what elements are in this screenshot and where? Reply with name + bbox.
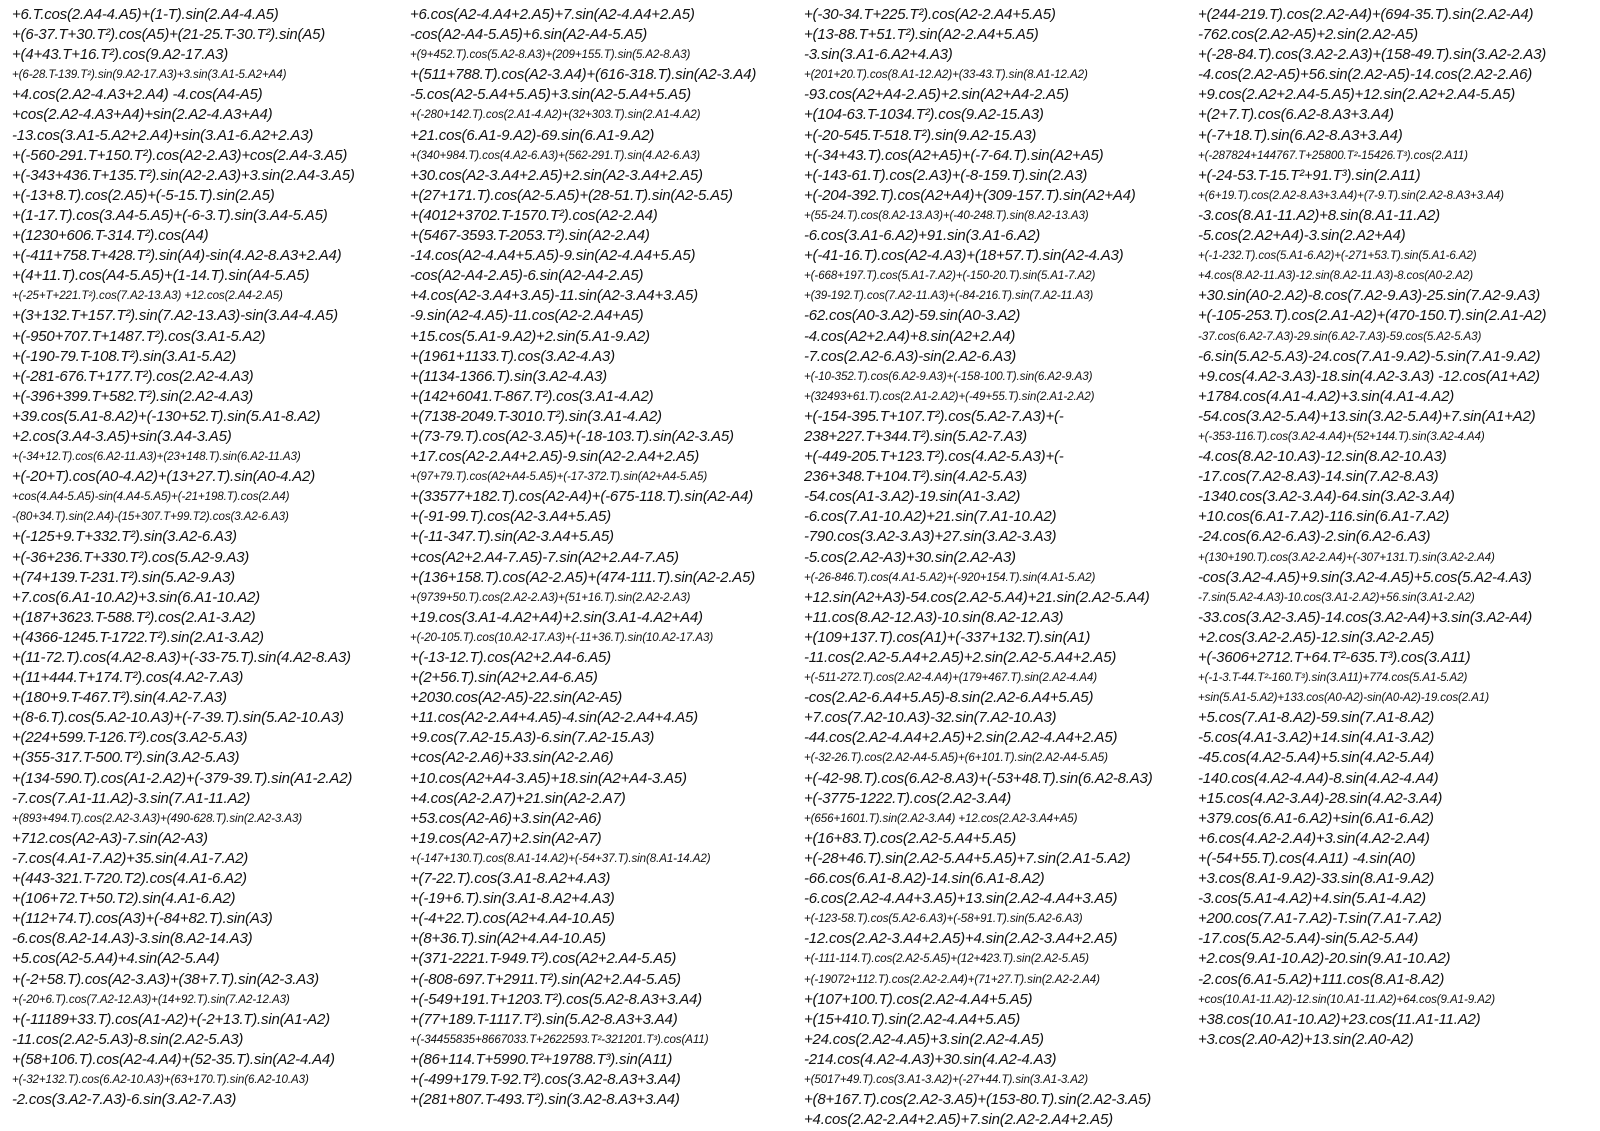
formula-line: +(-32+132.T).cos(6.A2-10.A3)+(63+170.T).sin(6.A2-10.A3)	[12, 1072, 309, 1086]
formula-line: +(58+106.T).cos(A2-4.A4)+(52-35.T).sin(A2-4.A4)	[12, 1050, 335, 1068]
formula-line: +(-42-98.T).cos(6.A2-8.A3)+(-53+48.T).sin(6.A2-8.A3)	[804, 769, 1153, 787]
formula-line: +(-1-3.T-44.T²-160.T³).sin(3.A11)+774.cos(5.A1-5.A2)	[1198, 671, 1468, 685]
formula-line: +15.cos(4.A2-3.A4)-28.sin(4.A2-3.A4)	[1198, 789, 1443, 807]
formula-column-2	[410, 5, 802, 1110]
formula-line: +9.cos(7.A2-15.A3)-6.sin(7.A2-15.A3)	[410, 729, 655, 747]
formula-line: +(201+20.T).cos(8.A1-12.A2)+(33-43.T).sin(8.A1-12.A2)	[804, 68, 1088, 82]
formula-line: +cos(10.A1-11.A2)-12.sin(10.A1-11.A2)+64.cos(9.A1-9.A2)	[1198, 992, 1495, 1006]
formula-line: +(5017+49.T).cos(3.A1-3.A2)+(-27+44.T).sin(3.A1-3.A2)	[804, 1072, 1089, 1086]
formula-line: +(-111-114.T).cos(2.A2-5.A5)+(12+423.T).sin(2.A2-5.A5)	[804, 952, 1089, 966]
formula-line: +(-147+130.T).cos(8.A1-14.A2)+(-54+37.T).sin(8.A1-14.A2)	[410, 851, 711, 865]
formula-line: -11.cos(2.A2-5.A3)-8.sin(2.A2-5.A3)	[12, 1030, 244, 1048]
formula-line: +19.cos(A2-A7)+2.sin(A2-A7)	[410, 829, 602, 847]
formula-line: 236+348.T+104.T²).sin(4.A2-5.A3)	[804, 468, 1027, 486]
formula-line: +(-353-116.T).cos(3.A2-4.A4)+(52+144.T).sin(3.A2-4.A4)	[1198, 429, 1485, 443]
formula-line: +(-19+6.T).sin(3.A1-8.A2+4.A3)	[410, 890, 615, 908]
formula-line: +(1-17.T).cos(3.A4-5.A5)+(-6-3.T).sin(3.A4-5.A5)	[12, 206, 328, 224]
formula-line: +21.cos(6.A1-9.A2)-69.sin(6.A1-9.A2)	[410, 126, 655, 144]
formula-line: +3.cos(8.A1-9.A2)-33.sin(8.A1-9.A2)	[1198, 870, 1435, 888]
formula-line: +(1961+1133.T).cos(3.A2-4.A3)	[410, 347, 615, 365]
formula-line: +(-20-545.T-518.T²).sin(9.A2-15.A3)	[804, 126, 1037, 144]
formula-line: -790.cos(3.A2-3.A3)+27.sin(3.A2-3.A3)	[804, 528, 1057, 546]
formula-line: +(511+788.T).cos(A2-3.A4)+(616-318.T).sin(A2-3.A4)	[410, 66, 757, 84]
formula-line: +(224+599.T-126.T²).cos(3.A2-5.A3)	[12, 729, 248, 747]
formula-line: -13.cos(3.A1-5.A2+2.A4)+sin(3.A1-6.A2+2.A3)	[12, 126, 314, 144]
formula-line: +(9+452.T).cos(5.A2-8.A3)+(209+155.T).sin(5.A2-8.A3)	[410, 48, 691, 62]
formula-line: +(-11189+33.T).cos(A1-A2)+(-2+13.T).sin(A1-A2)	[12, 1010, 330, 1028]
formula-line: +(106+72.T+50.T2).sin(4.A1-6.A2)	[12, 890, 236, 908]
formula-line: +(86+114.T+5990.T²+19788.T³).sin(A11)	[410, 1050, 673, 1068]
formula-line: +(-190-79.T-108.T²).sin(3.A1-5.A2)	[12, 347, 236, 365]
formula-line: +(355-317.T-500.T²).sin(3.A2-5.A3)	[12, 749, 240, 767]
formula-line: +(-36+236.T+330.T²).cos(5.A2-9.A3)	[12, 548, 250, 566]
formula-line: +38.cos(10.A1-10.A2)+23.cos(11.A1-11.A2)	[1198, 1010, 1481, 1028]
formula-line: +(-20+T).cos(A0-4.A2)+(13+27.T).sin(A0-4.A2)	[12, 468, 315, 486]
formula-line: +(9739+50.T).cos(2.A2-2.A3)+(51+16.T).sin(2.A2-2.A3)	[410, 590, 691, 604]
formula-line: -45.cos(4.A2-5.A4)+5.sin(4.A2-5.A4)	[1198, 749, 1435, 767]
formula-line: -54.cos(A1-3.A2)-19.sin(A1-3.A2)	[804, 488, 1021, 506]
formula-line: +(27+171.T).cos(A2-5.A5)+(28-51.T).sin(A2-5.A5)	[410, 186, 733, 204]
formula-line: -cos(A2-A4-5.A5)+6.sin(A2-A4-5.A5)	[410, 26, 648, 44]
formula-line: +(-13-12.T).cos(A2+2.A4-6.A5)	[410, 649, 611, 666]
formula-line: +(5467-3593.T-2053.T²).sin(A2-2.A4)	[410, 227, 650, 245]
formula-line: -7.cos(2.A2-6.A3)-sin(2.A2-6.A3)	[804, 347, 1017, 365]
formula-line: +(3+132.T+157.T²).sin(7.A2-13.A3)-sin(3.A4-4.A5)	[12, 307, 338, 325]
formula-line: +(-7+18.T).sin(6.A2-8.A3+3.A4)	[1198, 126, 1403, 144]
formula-line: +4.cos(A2-3.A4+3.A5)-11.sin(A2-3.A4+3.A5)	[410, 287, 698, 305]
formula-line: +(7138-2049.T-3010.T²).sin(3.A1-4.A2)	[410, 407, 662, 425]
formula-line: -(80+34.T).sin(2.A4)-(15+307.T+99.T2).cos(3.A2-6.A3)	[12, 510, 289, 524]
formula-line: +(15+410.T).sin(2.A2-4.A4+5.A5)	[804, 1010, 1021, 1028]
formula-line: +(-343+436.T+135.T²).sin(A2-2.A3)+3.sin(2.A4-3.A5)	[12, 166, 355, 184]
formula-line: +9.cos(2.A2+2.A4-5.A5)+12.sin(2.A2+2.A4-5.A5)	[1198, 86, 1516, 104]
formula-line: +10.cos(A2+A4-3.A5)+18.sin(A2+A4-3.A5)	[410, 769, 687, 787]
formula-line: +(180+9.T-467.T²).sin(4.A2-7.A3)	[12, 689, 227, 707]
formula-line: +(97+79.T).cos(A2+A4-5.A5)+(-17-372.T).sin(A2+A4-5.A5)	[410, 470, 708, 484]
formula-line: +(-154-395.T+107.T²).cos(5.A2-7.A3)+(-	[804, 407, 1064, 425]
formula-line: -6.cos(3.A1-6.A2)+91.sin(3.A1-6.A2)	[804, 227, 1041, 245]
formula-line: +39.cos(5.A1-8.A2)+(-130+52.T).sin(5.A1-8.A2)	[12, 407, 321, 425]
formula-line: +(4012+3702.T-1570.T²).cos(A2-2.A4)	[410, 206, 658, 224]
formula-line: +cos(2.A2-4.A3+A4)+sin(2.A2-4.A3+A4)	[12, 106, 273, 124]
formula-line: +(112+74.T).cos(A3)+(-84+82.T).sin(A3)	[12, 910, 273, 928]
formula-line: -cos(2.A2-6.A4+5.A5)-8.sin(2.A2-6.A4+5.A5)	[804, 689, 1094, 707]
formula-column-3	[804, 5, 1196, 1130]
formula-line: +(-511-272.T).cos(2.A2-4.A4)+(179+467.T).sin(2.A2-4.A4)	[804, 671, 1097, 685]
formula-line: +(371-2221.T-949.T²).cos(A2+2.A4-5.A5)	[410, 950, 677, 968]
formula-line: +(33577+182.T).cos(A2-A4)+(-675-118.T).sin(A2-A4)	[410, 488, 754, 506]
formula-line: +(55-24.T).cos(8.A2-13.A3)+(-40-248.T).sin(8.A2-13.A3)	[804, 208, 1089, 222]
formula-line: -44.cos(2.A2-4.A4+2.A5)+2.sin(2.A2-4.A4+2.A5)	[804, 729, 1118, 747]
formula-line: -2.cos(6.A1-5.A2)+111.cos(8.A1-8.A2)	[1198, 970, 1445, 988]
formula-line: +(-287824+144767.T+25800.T²-15426.T³).cos(2.A11)	[1198, 148, 1468, 162]
formula-line: +12.sin(A2+A3)-54.cos(2.A2-5.A4)+21.sin(2.A2-5.A4)	[804, 588, 1150, 606]
formula-line: -7.cos(7.A1-11.A2)-3.sin(7.A1-11.A2)	[12, 789, 251, 807]
formula-line: +(-24-53.T-15.T²+91.T³).sin(2.A11)	[1198, 166, 1421, 184]
formula-line: +(136+158.T).cos(A2-2.A5)+(474-111.T).sin(A2-2.A5)	[410, 568, 756, 586]
formula-line: +(-281-676.T+177.T²).cos(2.A2-4.A3)	[12, 367, 254, 385]
formula-line: +30.sin(A0-2.A2)-8.cos(7.A2-9.A3)-25.sin(7.A2-9.A3)	[1198, 287, 1541, 305]
formula-line: +(-30-34.T+225.T²).cos(A2-2.A4+5.A5)	[804, 6, 1056, 23]
formula-line: +(134-590.T).cos(A1-2.A2)+(-379-39.T).sin(A1-2.A2)	[12, 769, 353, 787]
formula-line: +(11-72.T).cos(4.A2-8.A3)+(-33-75.T).sin(4.A2-8.A3)	[12, 649, 351, 666]
formula-line: -762.cos(2.A2-A5)+2.sin(2.A2-A5)	[1198, 26, 1418, 44]
formula-line: +(-25+T+221.T²).cos(7.A2-13.A3) +12.cos(2.A4-2.A5)	[12, 289, 283, 303]
formula-line: -6.cos(8.A2-14.A3)-3.sin(8.A2-14.A3)	[12, 930, 253, 948]
formula-line: -17.cos(7.A2-8.A3)-14.sin(7.A2-8.A3)	[1198, 468, 1439, 486]
formula-line: +(104-63.T-1034.T²).cos(9.A2-15.A3)	[804, 106, 1044, 124]
formula-line: -3.cos(5.A1-4.A2)+4.sin(5.A1-4.A2)	[1198, 890, 1426, 908]
formula-line: -cos(A2-A4-2.A5)-6.sin(A2-A4-2.A5)	[410, 267, 644, 285]
formula-line: -66.cos(6.A1-8.A2)-14.sin(6.A1-8.A2)	[804, 870, 1045, 888]
formula-line: +53.cos(A2-A6)+3.sin(A2-A6)	[410, 809, 602, 827]
formula-line: +(1134-1366.T).sin(3.A2-4.A3)	[410, 367, 607, 385]
formula-line: +(-123-58.T).cos(5.A2-6.A3)+(-58+91.T).sin(5.A2-6.A3)	[804, 912, 1083, 926]
formula-line: -24.cos(6.A2-6.A3)-2.sin(6.A2-6.A3)	[1198, 528, 1431, 546]
formula-line: +(-32-26.T).cos(2.A2-A4-5.A5)+(6+101.T).sin(2.A2-A4-5.A5)	[804, 751, 1108, 765]
formula-line: +cos(A2-2.A6)+33.sin(A2-2.A6)	[410, 749, 614, 767]
formula-line: +1784.cos(4.A1-4.A2)+3.sin(4.A1-4.A2)	[1198, 387, 1455, 405]
formula-line: +(-549+191.T+1203.T²).cos(5.A2-8.A3+3.A4)	[410, 990, 702, 1008]
formula-line: -2.cos(3.A2-7.A3)-6.sin(3.A2-7.A3)	[12, 1091, 237, 1109]
formula-line: +712.cos(A2-A3)-7.sin(A2-A3)	[12, 829, 208, 847]
formula-line: +(893+494.T).cos(2.A2-3.A3)+(490-628.T).sin(2.A2-3.A3)	[12, 811, 303, 825]
formula-line: -4.cos(2.A2-A5)+56.sin(2.A2-A5)-14.cos(2.A2-2.A6)	[1198, 66, 1533, 84]
formula-line: +(-105-253.T).cos(2.A1-A2)+(470-150.T).sin(2.A1-A2)	[1198, 307, 1547, 325]
formula-line: +(656+1601.T).sin(2.A2-3.A4) +12.cos(2.A2-3.A4+A5)	[804, 811, 1078, 825]
formula-line: +(-125+9.T+332.T²).sin(3.A2-6.A3)	[12, 528, 237, 546]
formula-line: +(340+984.T).cos(4.A2-6.A3)+(562-291.T).sin(4.A2-6.A3)	[410, 148, 701, 162]
formula-line: +(-560-291.T+150.T²).cos(A2-2.A3)+cos(2.A4-3.A5)	[12, 146, 348, 164]
formula-line: +(6+19.T).cos(2.A2-8.A3+3.A4)+(7-9.T).sin(2.A2-8.A3+3.A4)	[1198, 188, 1504, 202]
formula-line: +(6-37.T+30.T²).cos(A5)+(21-25.T-30.T²).sin(A5)	[12, 26, 326, 44]
formula-line: -62.cos(A0-3.A2)-59.sin(A0-3.A2)	[804, 307, 1021, 325]
formula-line: +(-1-232.T).cos(5.A1-6.A2)+(-271+53.T).sin(5.A1-6.A2)	[1198, 249, 1477, 263]
formula-line: -17.cos(5.A2-5.A4)-sin(5.A2-5.A4)	[1198, 930, 1419, 948]
formula-line: +(244-219.T).cos(2.A2-A4)+(694-35.T).sin(2.A2-A4)	[1198, 6, 1534, 23]
formula-line: +11.cos(A2-2.A4+4.A5)-4.sin(A2-2.A4+4.A5)	[410, 709, 698, 727]
formula-line: +(-28+46.T).sin(2.A2-5.A4+5.A5)+7.sin(2.A1-5.A2)	[804, 849, 1131, 867]
formula-line: +24.cos(2.A2-4.A5)+3.sin(2.A2-4.A5)	[804, 1030, 1044, 1048]
formula-line: +(187+3623.T-588.T²).cos(2.A1-3.A2)	[12, 608, 256, 626]
formula-line: +(-143-61.T).cos(2.A3)+(-8-159.T).sin(2.A3)	[804, 166, 1088, 184]
formula-line: -54.cos(3.A2-5.A4)+13.sin(3.A2-5.A4)+7.sin(A1+A2)	[1198, 407, 1536, 425]
formula-line: +19.cos(3.A1-4.A2+A4)+2.sin(3.A1-4.A2+A4)	[410, 608, 703, 626]
formula-line: +2030.cos(A2-A5)-22.sin(A2-A5)	[410, 689, 623, 707]
formula-line: +(11+444.T+174.T²).cos(4.A2-7.A3)	[12, 669, 244, 687]
formula-line: +(-950+707.T+1487.T²).cos(3.A1-5.A2)	[12, 327, 266, 345]
formula-line: +2.cos(3.A4-3.A5)+sin(3.A4-3.A5)	[12, 427, 232, 445]
formula-line: -14.cos(A2-4.A4+5.A5)-9.sin(A2-4.A4+5.A5)	[410, 247, 696, 265]
formula-line: +5.cos(A2-5.A4)+4.sin(A2-5.A4)	[12, 950, 220, 968]
formula-line: +(13-88.T+51.T²).sin(A2-2.A4+5.A5)	[804, 26, 1039, 44]
formula-line: +(-449-205.T+123.T²).cos(4.A2-5.A3)+(-	[804, 448, 1064, 466]
formula-line: +6.T.cos(2.A4-4.A5)+(1-T).sin(2.A4-4.A5)	[12, 6, 279, 23]
formula-line: +(107+100.T).cos(2.A2-4.A4+5.A5)	[804, 990, 1033, 1008]
formula-line: +30.cos(A2-3.A4+2.A5)+2.sin(A2-3.A4+2.A5)	[410, 166, 703, 184]
formula-line: +(281+807.T-493.T²).sin(3.A2-8.A3+3.A4)	[410, 1091, 680, 1109]
formula-line: -4.cos(8.A2-10.A3)-12.sin(8.A2-10.A3)	[1198, 448, 1447, 466]
formula-line: +(32493+61.T).cos(2.A1-2.A2)+(-49+55.T).sin(2.A1-2.A2)	[804, 389, 1095, 403]
formula-line: -6.cos(7.A1-10.A2)+21.sin(7.A1-10.A2)	[804, 508, 1057, 526]
formula-line: +(-396+399.T+582.T²).sin(2.A2-4.A3)	[12, 387, 254, 405]
formula-line: +379.cos(6.A1-6.A2)+sin(6.A1-6.A2)	[1198, 809, 1434, 827]
formula-line: +(7-22.T).cos(3.A1-8.A2+4.A3)	[410, 870, 611, 888]
formula-line: +(-19072+112.T).cos(2.A2-2.A4)+(71+27.T).sin(2.A2-2.A4)	[804, 972, 1100, 986]
formula-line: -4.cos(A2+2.A4)+8.sin(A2+2.A4)	[804, 327, 1016, 345]
formula-line: +(-34+43.T).cos(A2+A5)+(-7-64.T).sin(A2+A5)	[804, 146, 1104, 164]
formula-line: -37.cos(6.A2-7.A3)-29.sin(6.A2-7.A3)-59.cos(5.A2-5.A3)	[1198, 329, 1482, 343]
formula-line: -12.cos(2.A2-3.A4+2.A5)+4.sin(2.A2-3.A4+2.A5)	[804, 930, 1118, 948]
formula-line: +(-11-347.T).sin(A2-3.A4+5.A5)	[410, 528, 614, 546]
formula-line: +(-20-105.T).cos(10.A2-17.A3)+(-11+36.T).sin(10.A2-17.A3)	[410, 630, 714, 644]
formula-line: +cos(4.A4-5.A5)-sin(4.A4-5.A5)+(-21+198.T).cos(2.A4)	[12, 490, 290, 504]
formula-line: +2.cos(3.A2-2.A5)-12.sin(3.A2-2.A5)	[1198, 628, 1435, 646]
formula-line: +15.cos(5.A1-9.A2)+2.sin(5.A1-9.A2)	[410, 327, 650, 345]
formula-line: +6.cos(A2-4.A4+2.A5)+7.sin(A2-4.A4+2.A5)	[410, 6, 695, 23]
formula-line: +(16+83.T).cos(2.A2-5.A4+5.A5)	[804, 829, 1017, 847]
formula-line: +(4+11.T).cos(A4-5.A5)+(1-14.T).sin(A4-5.A5)	[12, 267, 310, 285]
formula-line: +(-411+758.T+428.T²).sin(A4)-sin(4.A2-8.A3+2.A4)	[12, 247, 342, 265]
formula-line: +(-13+8.T).cos(2.A5)+(-5-15.T).sin(2.A5)	[12, 186, 275, 204]
formula-line: -93.cos(A2+A4-2.A5)+2.sin(A2+A4-2.A5)	[804, 86, 1069, 104]
formula-column-4	[1198, 5, 1590, 1050]
formula-line: +10.cos(6.A1-7.A2)-116.sin(6.A1-7.A2)	[1198, 508, 1450, 526]
formula-line: +(-10-352.T).cos(6.A2-9.A3)+(-158-100.T).sin(6.A2-9.A3)	[804, 369, 1093, 383]
formula-line: +7.cos(7.A2-10.A3)-32.sin(7.A2-10.A3)	[804, 709, 1057, 727]
formula-line: +4.cos(2.A2-4.A3+2.A4) -4.cos(A4-A5)	[12, 86, 263, 104]
formula-line: +(-204-392.T).cos(A2+A4)+(309-157.T).sin(A2+A4)	[804, 186, 1136, 204]
formula-line: +(-54+55.T).cos(4.A11) -4.sin(A0)	[1198, 849, 1416, 867]
formula-line: +(-3606+2712.T+64.T²-635.T³).cos(3.A11)	[1198, 649, 1471, 666]
formula-line: -7.cos(4.A1-7.A2)+35.sin(4.A1-7.A2)	[12, 849, 249, 867]
formula-line: -5.cos(2.A2+A4)-3.sin(2.A2+A4)	[1198, 227, 1406, 245]
formula-line: +(-2+58.T).cos(A2-3.A3)+(38+7.T).sin(A2-3.A3)	[12, 970, 319, 988]
formula-line: -6.cos(2.A2-4.A4+3.A5)+13.sin(2.A2-4.A4+3.A5)	[804, 890, 1118, 908]
formula-line: -214.cos(4.A2-4.A3)+30.sin(4.A2-4.A3)	[804, 1050, 1057, 1068]
formula-line: -5.cos(2.A2-A3)+30.sin(2.A2-A3)	[804, 548, 1016, 566]
formula-line: +11.cos(8.A2-12.A3)-10.sin(8.A2-12.A3)	[804, 608, 1064, 626]
formula-line: +6.cos(4.A2-2.A4)+3.sin(4.A2-2.A4)	[1198, 829, 1430, 847]
formula-line: +(73-79.T).cos(A2-3.A5)+(-18-103.T).sin(A2-3.A5)	[410, 427, 734, 445]
formula-line: +(-41-16.T).cos(A2-4.A3)+(18+57.T).sin(A2-4.A3)	[804, 247, 1124, 265]
formula-line: +(-28-84.T).cos(3.A2-2.A3)+(158-49.T).sin(3.A2-2.A3)	[1198, 46, 1547, 64]
formula-line: +4.cos(A2-2.A7)+21.sin(A2-2.A7)	[410, 789, 626, 807]
formula-line: -6.sin(5.A2-5.A3)-24.cos(7.A1-9.A2)-5.sin(7.A1-9.A2)	[1198, 347, 1541, 365]
formula-line: +5.cos(7.A1-8.A2)-59.sin(7.A1-8.A2)	[1198, 709, 1435, 727]
formula-column-1	[12, 5, 404, 1110]
formula-line: +4.cos(8.A2-11.A3)-12.sin(8.A2-11.A3)-8.cos(A0-2.A2)	[1198, 269, 1474, 283]
formula-line: +(-808-697.T+2911.T²).sin(A2+2.A4-5.A5)	[410, 970, 681, 988]
formula-line: -9.sin(A2-4.A5)-11.cos(A2-2.A4+A5)	[410, 307, 644, 325]
formula-line: +9.cos(4.A2-3.A3)-18.sin(4.A2-3.A3) -12.cos(A1+A2)	[1198, 367, 1540, 385]
formula-line: +(77+189.T-1117.T²).sin(5.A2-8.A3+3.A4)	[410, 1010, 678, 1028]
formula-line: +(-34+12.T).cos(6.A2-11.A3)+(23+148.T).sin(6.A2-11.A3)	[12, 450, 301, 464]
formula-line: -33.cos(3.A2-3.A5)-14.cos(3.A2-A4)+3.sin(3.A2-A4)	[1198, 608, 1533, 626]
formula-line: +4.cos(2.A2-2.A4+2.A5)+7.sin(2.A2-2.A4+2.A5)	[804, 1111, 1113, 1129]
formula-line: +(443-321.T-720.T2).cos(4.A1-6.A2)	[12, 870, 247, 888]
formula-line: +(39-192.T).cos(7.A2-11.A3)+(-84-216.T).sin(7.A2-11.A3)	[804, 289, 1094, 303]
formula-line: +(8-6.T).cos(5.A2-10.A3)+(-7-39.T).sin(5.A2-10.A3)	[12, 709, 344, 727]
formula-line: -5.cos(4.A1-3.A2)+14.sin(4.A1-3.A2)	[1198, 729, 1435, 747]
formula-line: +(4+43.T+16.T²).cos(9.A2-17.A3)	[12, 46, 228, 64]
formula-line: 238+227.T+344.T²).sin(5.A2-7.A3)	[804, 427, 1027, 445]
formula-line: -11.cos(2.A2-5.A4+2.A5)+2.sin(2.A2-5.A4+2.A5)	[804, 649, 1117, 666]
formula-line: -1340.cos(3.A2-3.A4)-64.sin(3.A2-3.A4)	[1198, 488, 1455, 506]
formula-line: +(8+167.T).cos(2.A2-3.A5)+(153-80.T).sin(2.A2-3.A5)	[804, 1091, 1152, 1109]
formula-line: -cos(3.A2-4.A5)+9.sin(3.A2-4.A5)+5.cos(5.A2-4.A3)	[1198, 568, 1532, 586]
formula-line: +(74+139.T-231.T²).sin(5.A2-9.A3)	[12, 568, 235, 586]
formula-line: +2.cos(9.A1-10.A2)-20.sin(9.A1-10.A2)	[1198, 950, 1451, 968]
formula-line: +(-499+179.T-92.T²).cos(3.A2-8.A3+3.A4)	[410, 1070, 681, 1088]
formula-line: -3.sin(3.A1-6.A2+4.A3)	[804, 46, 953, 64]
formula-line: +(-34455835+8667033.T+2622593.T²-321201.T³).cos(A11)	[410, 1032, 709, 1046]
formula-line: +(130+190.T).cos(3.A2-2.A4)+(-307+131.T).sin(3.A2-2.A4)	[1198, 550, 1495, 564]
formula-line: +3.cos(2.A0-A2)+13.sin(2.A0-A2)	[1198, 1030, 1414, 1048]
formula-line: +(2+56.T).sin(A2+2.A4-6.A5)	[410, 669, 598, 687]
formula-line: +(-91-99.T).cos(A2-3.A4+5.A5)	[410, 508, 611, 526]
formula-line: -7.sin(5.A2-4.A3)-10.cos(3.A1-2.A2)+56.sin(3.A1-2.A2)	[1198, 590, 1475, 604]
formula-line: +(-4+22.T).cos(A2+4.A4-10.A5)	[410, 910, 615, 928]
formula-line: +cos(A2+2.A4-7.A5)-7.sin(A2+2.A4-7.A5)	[410, 548, 679, 566]
formula-line: +200.cos(7.A1-7.A2)-T.sin(7.A1-7.A2)	[1198, 910, 1442, 928]
formula-line: +(109+137.T).cos(A1)+(-337+132.T).sin(A1)	[804, 628, 1091, 646]
formula-line: +(-280+142.T).cos(2.A1-4.A2)+(32+303.T).sin(2.A1-4.A2)	[410, 108, 701, 122]
formula-line: +7.cos(6.A1-10.A2)+3.sin(6.A1-10.A2)	[12, 588, 260, 606]
formula-line: +17.cos(A2-2.A4+2.A5)-9.sin(A2-2.A4+2.A5)	[410, 448, 700, 466]
formula-line: +(142+6041.T-867.T²).cos(3.A1-4.A2)	[410, 387, 654, 405]
formula-line: +sin(5.A1-5.A2)+133.cos(A0-A2)-sin(A0-A2)-19.cos(2.A1)	[1198, 691, 1490, 705]
formula-line: -140.cos(4.A2-4.A4)-8.sin(4.A2-4.A4)	[1198, 769, 1439, 787]
formula-line: +(-3775-1222.T).cos(2.A2-3.A4)	[804, 789, 1012, 807]
formula-line: +(4366-1245.T-1722.T²).sin(2.A1-3.A2)	[12, 628, 264, 646]
formula-line: +(6-28.T-139.T²).sin(9.A2-17.A3)+3.sin(3.A1-5.A2+A4)	[12, 68, 287, 82]
formula-line: +(1230+606.T-314.T²).cos(A4)	[12, 227, 209, 245]
formula-line: +(-26-846.T).cos(4.A1-5.A2)+(-920+154.T).sin(4.A1-5.A2)	[804, 570, 1096, 584]
formula-line: +(-20+6.T).cos(7.A2-12.A3)+(14+92.T).sin(7.A2-12.A3)	[12, 992, 290, 1006]
formula-line: +(-668+197.T).cos(5.A1-7.A2)+(-150-20.T).sin(5.A1-7.A2)	[804, 269, 1096, 283]
formula-line: +(8+36.T).sin(A2+4.A4-10.A5)	[410, 930, 606, 948]
formula-line: -5.cos(A2-5.A4+5.A5)+3.sin(A2-5.A4+5.A5)	[410, 86, 691, 104]
formula-line: +(2+7.T).cos(6.A2-8.A3+3.A4)	[1198, 106, 1394, 124]
formula-line: -3.cos(8.A1-11.A2)+8.sin(8.A1-11.A2)	[1198, 206, 1440, 224]
